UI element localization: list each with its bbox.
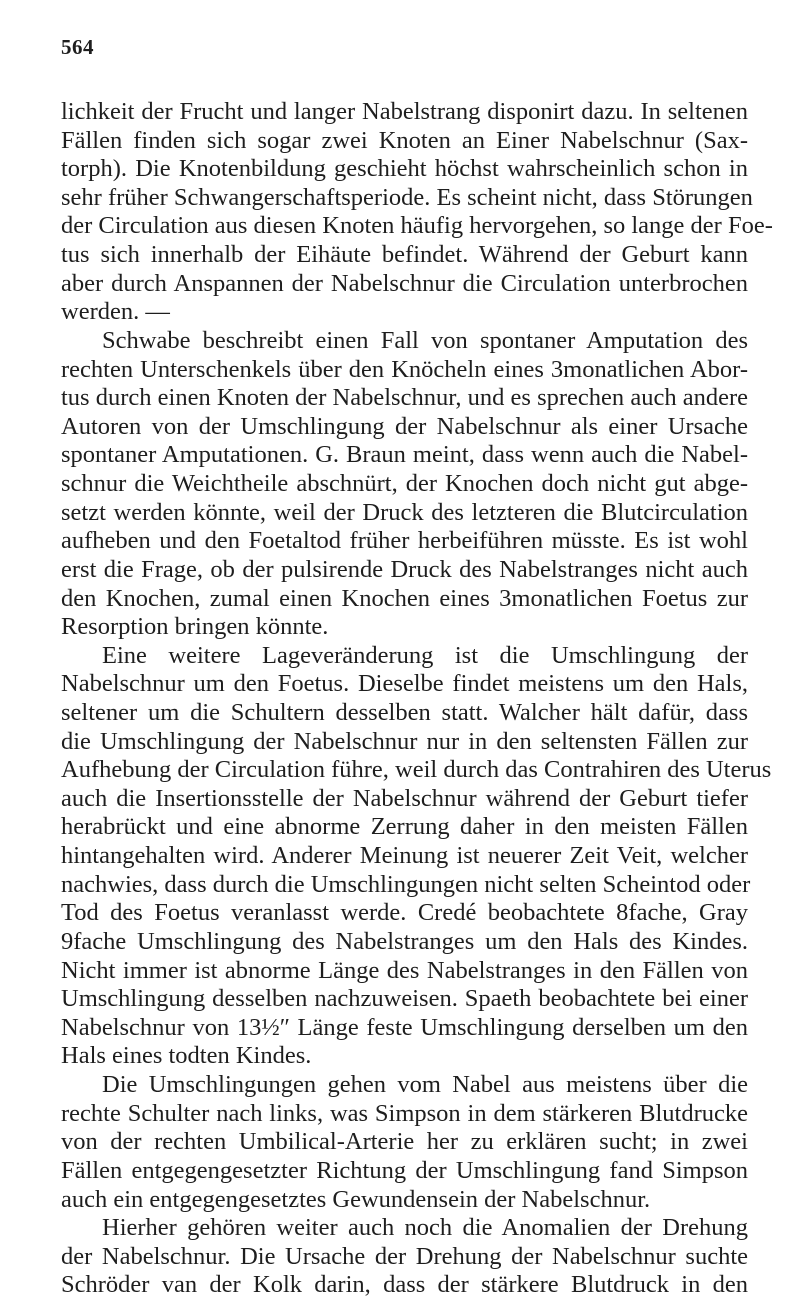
text-line-36: rechte Schulter nach links, was Simpson in dem stärkeren Blutdrucke (61, 1099, 748, 1127)
text-line-28: nachwies, dass durch die Umschlingungen nicht selten Scheintod oder (61, 870, 751, 898)
text-line-40: Hierher gehören weiter auch noch die Anomalien der Drehung (102, 1214, 748, 1242)
text-line-19: Resorption bringen könnte. (61, 613, 329, 641)
text-line-5: der Circulation aus diesen Knoten häufig hervorgehen, so lange der Foe- (61, 212, 773, 240)
text-line-24: Aufhebung der Circulation führe, weil durch das Contrahiren des Uterus (61, 756, 772, 784)
text-line-39: auch ein entgegengesetztes Gewundensein der Nabelschnur. (61, 1185, 651, 1213)
text-line-12: Autoren von der Umschlingung der Nabelschnur als einer Ursache (61, 412, 748, 440)
text-line-7: aber durch Anspannen der Nabelschnur die Circulation unterbrochen (61, 269, 748, 297)
text-line-25: auch die Insertionsstelle der Nabelschnur während der Geburt tiefer (61, 784, 748, 812)
text-line-1: lichkeit der Frucht und langer Nabelstrang disponirt dazu. In seltenen (61, 98, 748, 125)
text-line-22: seltener um die Schultern desselben statt. Walcher hält dafür, dass (61, 699, 748, 726)
text-line-23: die Umschlingung der Nabelschnur nur in den seltensten Fällen zur (61, 727, 748, 755)
text-line-11: tus durch einen Knoten der Nabelschnur, und es sprechen auch andere (61, 384, 748, 412)
text-line-30: 9fache Umschlingung des Nabelstranges um den Hals des Kindes. (61, 927, 748, 955)
text-line-33: Nabelschnur von 13½″ Länge feste Umschlingung derselben um den (61, 1013, 748, 1041)
text-line-18: den Knochen, zumal einen Knochen eines 3monatlichen Foetus zur (61, 584, 748, 612)
text-line-9: Schwabe beschreibt einen Fall von spontaner Amputation des (102, 326, 748, 354)
text-line-38: Fällen entgegengesetzter Richtung der Umschlingung fand Simpson (61, 1156, 748, 1184)
text-line-37: von der rechten Umbilical-Arterie her zu erklären sucht; in zwei (61, 1128, 748, 1156)
text-line-8: werden. — (61, 298, 170, 326)
page-number: 564 (61, 35, 94, 59)
text-line-2: Fällen finden sich sogar zwei Knoten an Einer Nabelschnur (Sax- (61, 126, 748, 154)
text-line-10: rechten Unterschenkels über den Knöcheln eines 3monatlichen Abor- (61, 355, 748, 383)
text-line-3: torph). Die Knotenbildung geschieht höchst wahrscheinlich schon in (61, 155, 748, 183)
text-line-6: tus sich innerhalb der Eihäute befindet. Während der Geburt kann (61, 241, 748, 269)
text-line-26: herabrückt und eine abnorme Zerrung daher in den meisten Fällen (61, 813, 748, 841)
text-line-27: hintangehalten wird. Anderer Meinung ist neuerer Zeit Veit, welcher (61, 842, 748, 870)
text-line-20: Eine weitere Lageveränderung ist die Umschlingung der (102, 641, 748, 669)
text-line-29: Tod des Foetus veranlasst werde. Credé beobachtete 8fache, Gray (61, 899, 748, 927)
text-line-4: sehr früher Schwangerschaftsperiode. Es scheint nicht, dass Störungen (61, 183, 753, 211)
text-line-34: Hals eines todten Kindes. (61, 1042, 312, 1070)
text-line-31: Nicht immer ist abnorme Länge des Nabelstranges in den Fällen von (61, 956, 748, 984)
text-line-16: aufheben und den Foetaltod früher herbeiführen müsste. Es ist wohl (61, 527, 748, 555)
text-line-42: Schröder van der Kolk darin, dass der stärkere Blutdruck in den (61, 1271, 748, 1299)
text-line-15: setzt werden könnte, weil der Druck des letzteren die Blutcirculation (61, 498, 748, 526)
text-line-21: Nabelschnur um den Foetus. Dieselbe findet meistens um den Hals, (61, 670, 748, 698)
text-line-41: der Nabelschnur. Die Ursache der Drehung der Nabelschnur suchte (61, 1242, 748, 1270)
text-line-14: schnur die Weichtheile abschnürt, der Knochen doch nicht gut abge- (61, 470, 748, 498)
text-line-17: erst die Frage, ob der pulsirende Druck des Nabelstranges nicht auch (61, 555, 748, 583)
text-line-32: Umschlingung desselben nachzuweisen. Spaeth beobachtete bei einer (61, 985, 748, 1013)
text-line-13: spontaner Amputationen. G. Braun meint, dass wenn auch die Nabel- (61, 441, 748, 469)
text-line-35: Die Umschlingungen gehen vom Nabel aus meistens über die (102, 1071, 748, 1099)
